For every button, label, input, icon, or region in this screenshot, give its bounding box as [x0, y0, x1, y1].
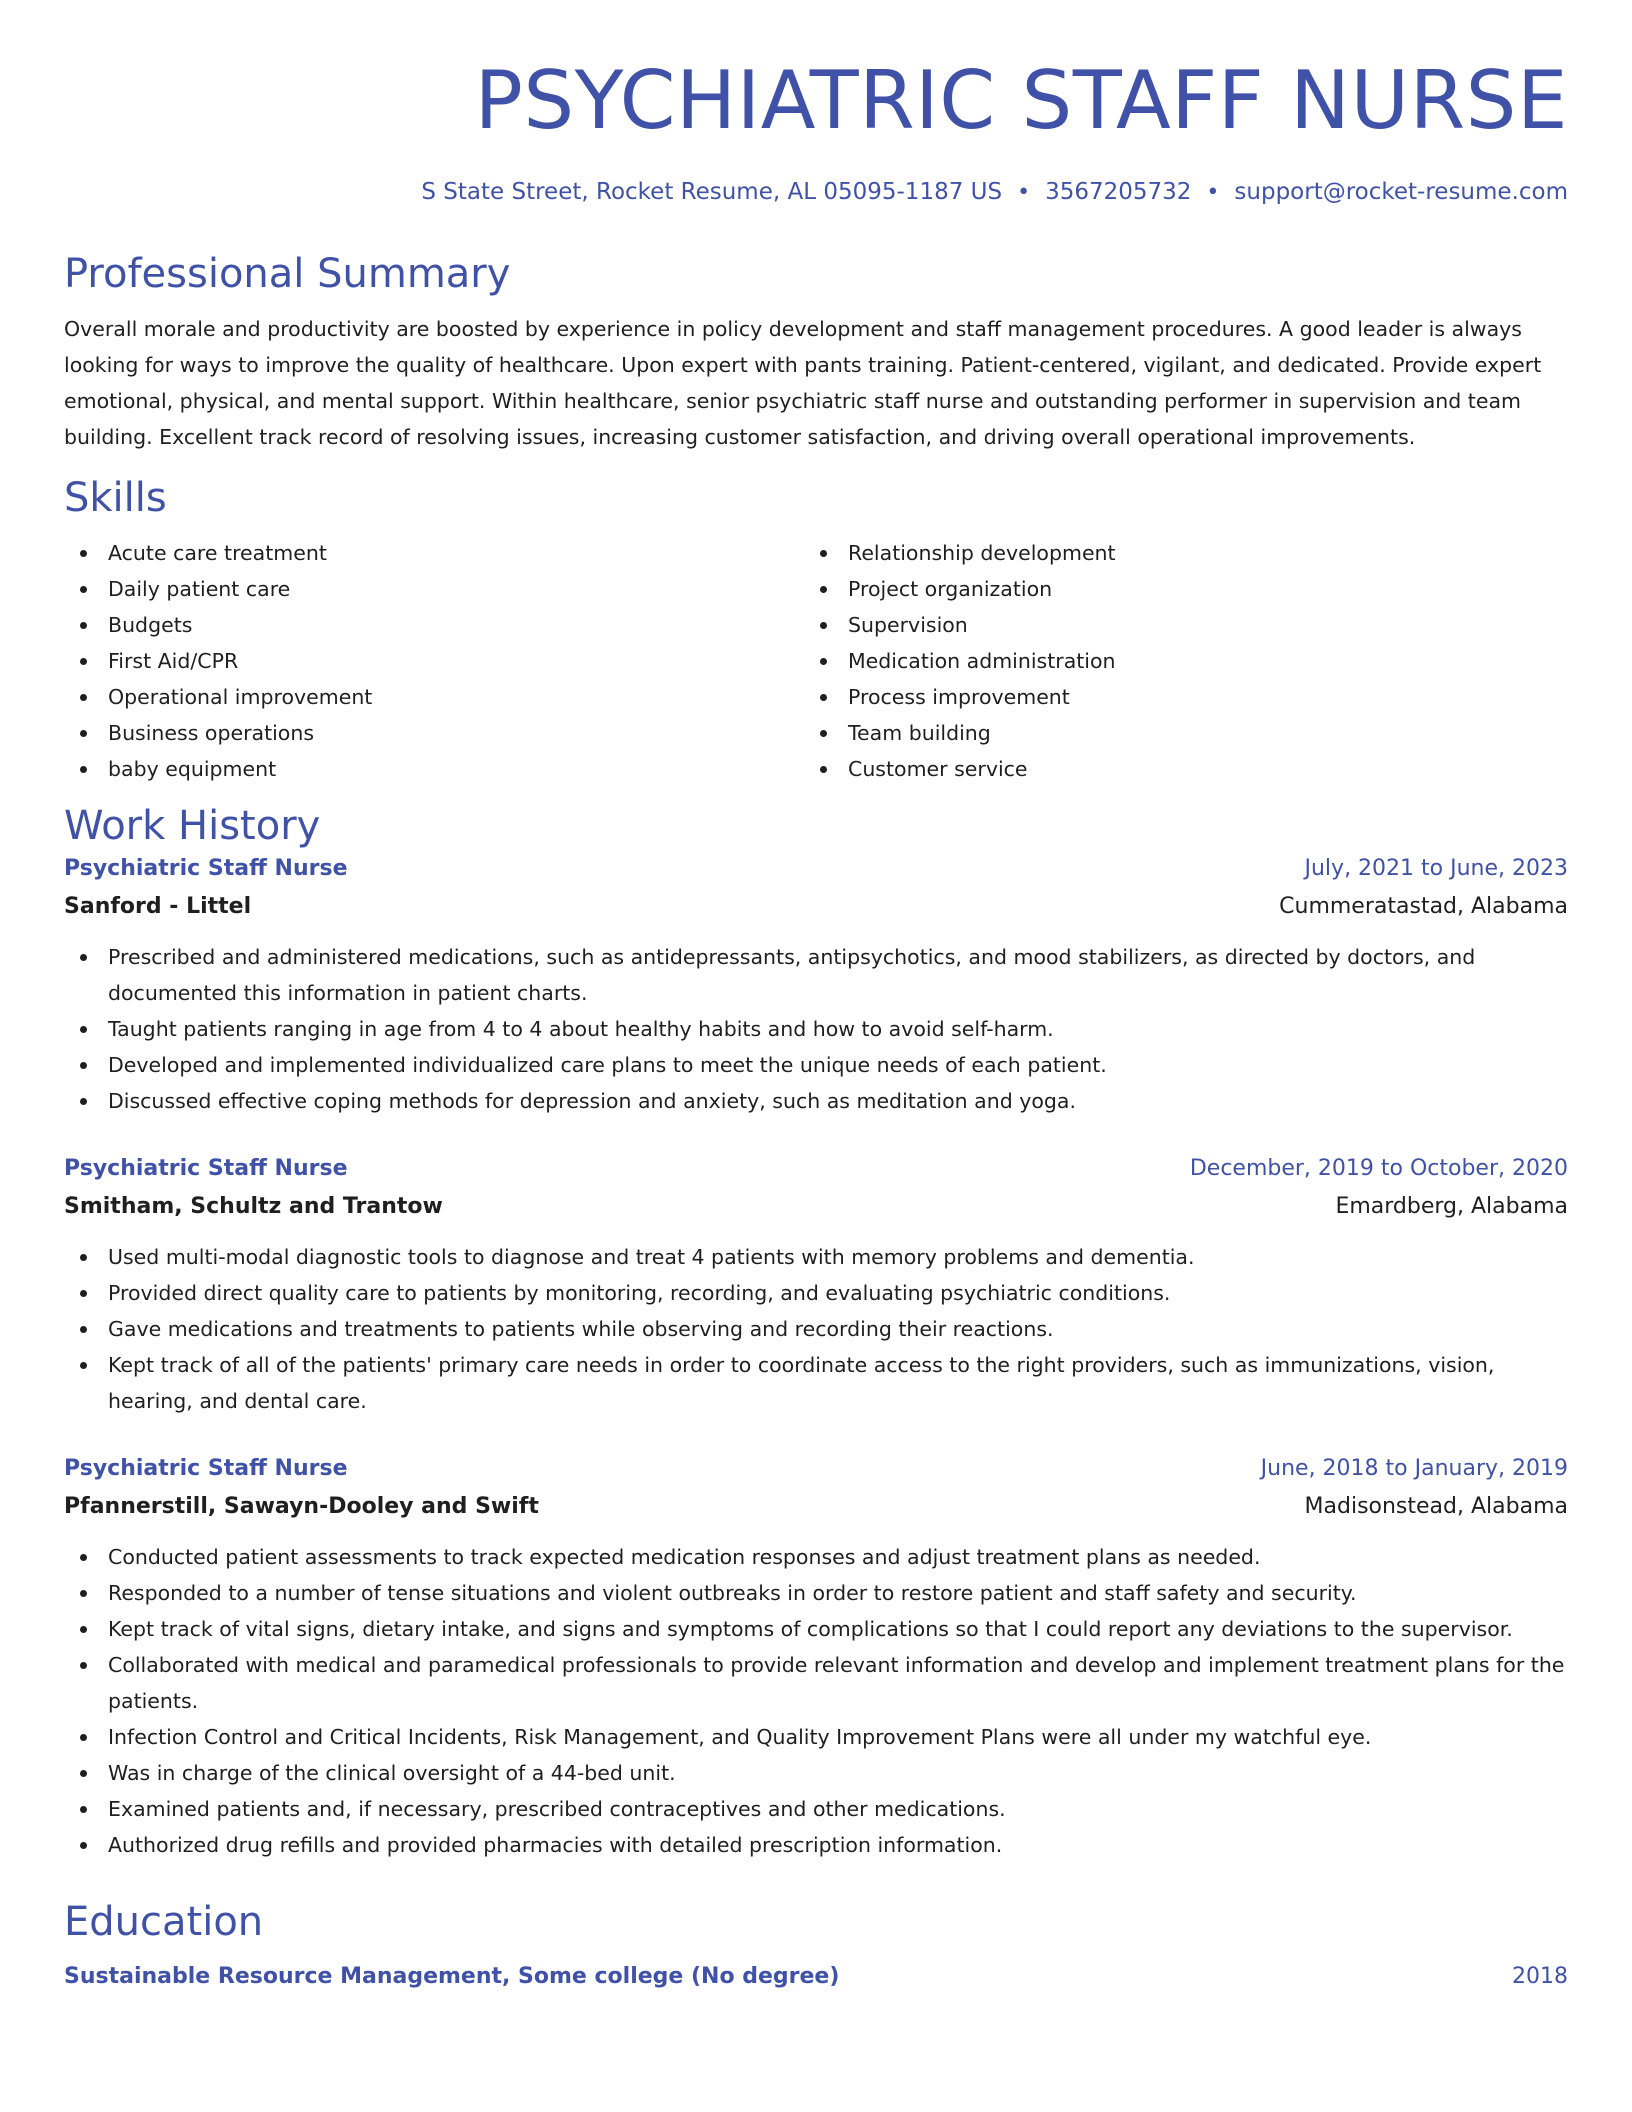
resume-page	[64, 0, 1568, 1995]
job-dates: June, 2018 to January, 2019	[1260, 1456, 1568, 1481]
job-subheader	[64, 1489, 1568, 1525]
contact-line	[64, 176, 1568, 209]
email-link[interactable]: support@rocket-resume.com	[1234, 179, 1568, 205]
job-location: Cummeratastad, Alabama	[1279, 894, 1568, 919]
company-name: Smitham, Schultz and Trantow	[64, 1194, 443, 1219]
job-header	[64, 1451, 1568, 1487]
job-entry	[64, 1151, 1568, 1419]
resume-name: PSYCHIATRIC STAFF NURSE	[474, 54, 1568, 147]
skill-item: First Aid/CPR	[64, 643, 804, 679]
duty-item: Discussed effective coping methods for depression and anxiety, such as meditation and yoga.	[64, 1083, 1568, 1119]
skill-item: Supervision	[804, 607, 1544, 643]
job-header	[64, 1151, 1568, 1187]
job-header	[64, 851, 1568, 887]
duty-item: Examined patients and, if necessary, prescribed contraceptives and other medications.	[64, 1791, 1568, 1827]
skill-item: Project organization	[804, 571, 1544, 607]
education-year: 2018	[1512, 1964, 1568, 1989]
job-duties	[64, 1239, 1568, 1419]
skills-list	[64, 535, 1568, 787]
skill-item: Medication administration	[804, 643, 1544, 679]
duty-item: Gave medications and treatments to patients while observing and recording their reactions.	[64, 1311, 1568, 1347]
company-name: Sanford - Littel	[64, 894, 252, 919]
duty-item: Collaborated with medical and paramedical professionals to provide relevant information and develop and implement treatment plans for the patients.	[64, 1647, 1568, 1719]
summary-heading: Professional Summary	[64, 251, 511, 297]
job-subheader	[64, 1189, 1568, 1225]
separator-dot: •	[1206, 180, 1220, 205]
duty-item: Responded to a number of tense situations and violent outbreaks in order to restore patient and staff safety and security.	[64, 1575, 1568, 1611]
duty-item: Kept track of vital signs, dietary intake, and signs and symptoms of complications so that I could report any deviations to the supervisor.	[64, 1611, 1568, 1647]
skill-item: Budgets	[64, 607, 804, 643]
phone: 3567205732	[1045, 179, 1192, 205]
skill-item: baby equipment	[64, 751, 804, 787]
skill-item: Daily patient care	[64, 571, 804, 607]
skill-item: Process improvement	[804, 679, 1544, 715]
skill-item: Relationship development	[804, 535, 1544, 571]
education-heading: Education	[64, 1899, 264, 1945]
skill-item: Acute care treatment	[64, 535, 804, 571]
duty-item: Conducted patient assessments to track expected medication responses and adjust treatment plans as needed.	[64, 1539, 1568, 1575]
job-entry	[64, 851, 1568, 1119]
job-location: Emardberg, Alabama	[1335, 1194, 1568, 1219]
skills-column-right	[804, 535, 1544, 787]
skills-column-left	[64, 535, 804, 787]
job-location: Madisonstead, Alabama	[1304, 1494, 1568, 1519]
duty-item: Kept track of all of the patients' primary care needs in order to coordinate access to the right providers, such as immunizations, vision, hearing, and dental care.	[64, 1347, 1568, 1419]
duty-item: Used multi-modal diagnostic tools to diagnose and treat 4 patients with memory problems and dementia.	[64, 1239, 1568, 1275]
skill-item: Operational improvement	[64, 679, 804, 715]
duty-item: Developed and implemented individualized care plans to meet the unique needs of each patient.	[64, 1047, 1568, 1083]
job-dates: July, 2021 to June, 2023	[1304, 856, 1568, 881]
duty-item: Provided direct quality care to patients by monitoring, recording, and evaluating psychiatric conditions.	[64, 1275, 1568, 1311]
duty-item: Authorized drug refills and provided pharmacies with detailed prescription information.	[64, 1827, 1568, 1863]
job-dates: December, 2019 to October, 2020	[1189, 1156, 1568, 1181]
skill-item: Team building	[804, 715, 1544, 751]
skill-item: Customer service	[804, 751, 1544, 787]
skill-item: Business operations	[64, 715, 804, 751]
job-duties	[64, 939, 1568, 1119]
address: S State Street, Rocket Resume, AL 05095-1187 US	[421, 179, 1003, 205]
job-title: Psychiatric Staff Nurse	[64, 856, 348, 881]
duty-item: Infection Control and Critical Incidents, Risk Management, and Quality Improvement Plans were all under my watchful eye.	[64, 1719, 1568, 1755]
job-subheader	[64, 889, 1568, 925]
job-duties	[64, 1539, 1568, 1863]
company-name: Pfannerstill, Sawayn-Dooley and Swift	[64, 1494, 539, 1519]
duty-item: Taught patients ranging in age from 4 to 4 about healthy habits and how to avoid self-harm.	[64, 1011, 1568, 1047]
education-degree: Sustainable Resource Management, Some college (No degree)	[64, 1964, 840, 1989]
summary-text: Overall morale and productivity are boosted by experience in policy development and staff management procedures. A good leader is always looking for ways to improve the quality of healthcare. Upon expert with pants training. Patient-centered, vigilant, and dedicated. Provide expert emotional, physical, and mental support. Within healthcare, senior psychiatric staff nurse and outstanding performer in supervision and team building. Excellent track record of resolving issues, increasing customer satisfaction, and driving overall operational improvements.	[64, 317, 1542, 449]
job-entry	[64, 1451, 1568, 1863]
duty-item: Prescribed and administered medications, such as antidepressants, antipsychotics, and mood stabilizers, as directed by doctors, and documented this information in patient charts.	[64, 939, 1568, 1011]
skills-heading: Skills	[64, 475, 167, 521]
job-title: Psychiatric Staff Nurse	[64, 1156, 348, 1181]
separator-dot: •	[1017, 180, 1031, 205]
duty-item: Was in charge of the clinical oversight of a 44-bed unit.	[64, 1755, 1568, 1791]
job-title: Psychiatric Staff Nurse	[64, 1456, 348, 1481]
education-entry	[64, 1959, 1568, 1995]
work-history-heading: Work History	[64, 803, 321, 849]
